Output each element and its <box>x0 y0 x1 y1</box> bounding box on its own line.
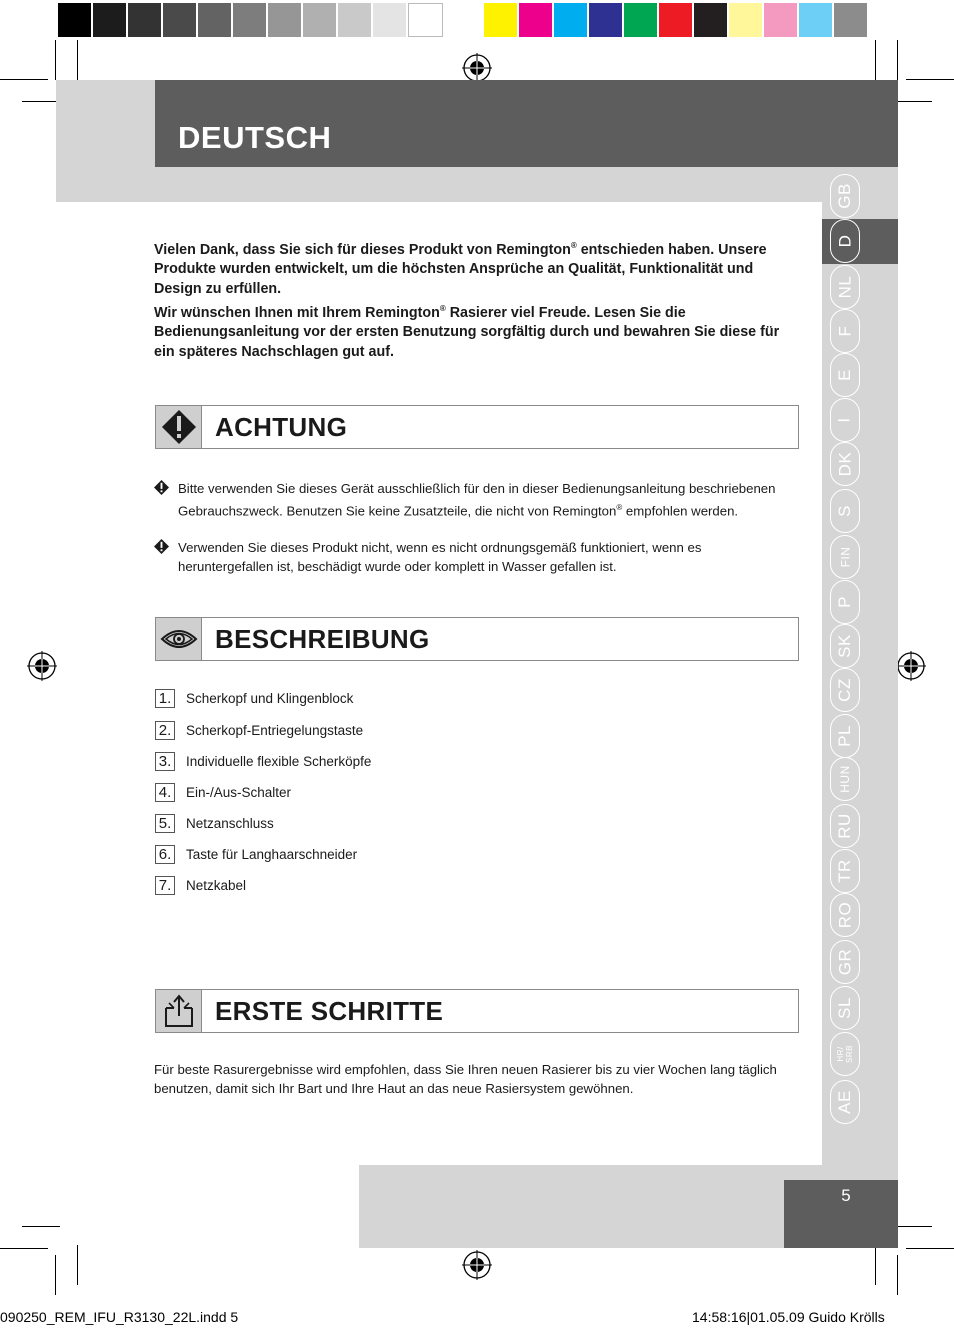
list-item <box>155 782 291 803</box>
color-swatch <box>729 3 764 37</box>
language-tab-label: SK <box>835 634 854 658</box>
language-tab-label: HR/ SRB <box>835 1045 854 1063</box>
crop-mark <box>897 40 898 80</box>
gray-swatch <box>163 3 198 37</box>
eye-icon <box>156 618 202 660</box>
list-item <box>155 813 274 834</box>
language-tab-dk[interactable] <box>830 442 860 486</box>
gray-swatch <box>198 3 233 37</box>
color-swatch <box>484 3 519 37</box>
language-tab-f[interactable] <box>830 309 860 353</box>
crop-mark <box>77 1245 78 1285</box>
slug-timestamp: 14:58:16|01.05.09 Guido Krölls <box>692 1309 885 1325</box>
gray-calibration-bar <box>58 3 443 37</box>
gray-swatch <box>128 3 163 37</box>
color-swatch <box>519 3 554 37</box>
language-tab-label: D <box>835 234 854 248</box>
language-tab-s[interactable] <box>830 489 860 533</box>
list-item: Bitte verwenden Sie dieses Gerät ausschließlich für den in dieser Bedienungsanleitung beschriebenen Gebrauchszweck. Benutzen Sie keine Zusatzteile, die nicht von Remington® empfohlen werden. <box>154 479 784 521</box>
diamond-bullet-icon <box>154 480 169 495</box>
language-tab-label: AE <box>835 1090 854 1114</box>
item-number: 6. <box>155 845 175 864</box>
list-item <box>155 844 357 865</box>
crop-mark <box>77 40 78 80</box>
item-number: 4. <box>155 783 175 802</box>
language-tab-i[interactable] <box>830 398 860 442</box>
crop-mark <box>55 40 56 80</box>
language-tab-label: I <box>834 417 854 423</box>
language-tab-label: CZ <box>834 678 854 702</box>
gray-swatch <box>233 3 268 37</box>
section-header-erste-schritte <box>155 989 799 1033</box>
crop-mark <box>906 1248 954 1249</box>
erste-schritte-text: Für beste Rasurergebnisse wird empfohlen, dass Sie Ihren neuen Rasierer bis zu vier Wochen lang täglich benutzen, damit sich Ihr Bart und Ihre Haut an das neue Rasiersystem gewöhnen. <box>154 1062 777 1097</box>
registration-mark-icon <box>896 651 926 681</box>
language-tab-label: GB <box>835 183 854 209</box>
warning-icon <box>156 406 202 448</box>
section-title: BESCHREIBUNG <box>215 624 430 654</box>
language-tab-label: FIN <box>838 546 852 568</box>
language-tab-label: RU <box>835 813 854 839</box>
color-swatch <box>554 3 589 37</box>
list-item <box>155 720 363 741</box>
language-tab-label: HUN <box>838 765 852 793</box>
list-item: Verwenden Sie dieses Produkt nicht, wenn es nicht ordnungsgemäß funktioniert, wenn es heruntergefallen ist, beschädigt wurde oder komplett in Wasser gefallen ist. <box>154 538 784 576</box>
language-tab-ru[interactable] <box>830 804 860 848</box>
language-tab-label: TR <box>834 859 854 883</box>
gray-swatch <box>303 3 338 37</box>
language-tab-label: P <box>835 596 854 608</box>
item-number: 5. <box>155 814 175 833</box>
item-number: 7. <box>155 876 175 895</box>
registration-mark-icon <box>462 53 492 83</box>
gray-swatch <box>93 3 128 37</box>
crop-mark <box>0 1248 48 1249</box>
item-label: Scherkopf und Klingenblock <box>186 691 354 706</box>
list-item <box>155 875 246 896</box>
color-swatch <box>799 3 834 37</box>
crop-mark <box>906 79 954 80</box>
list-item <box>155 751 371 772</box>
list-item <box>155 688 353 709</box>
section-header-achtung <box>155 405 799 449</box>
language-tab-sl[interactable] <box>830 986 860 1030</box>
intro-text: Vielen Dank, dass Sie sich für dieses Produkt von Remington® entschieden haben. Unsere Produkte wurden entwickelt, um die höchsten Ansprüche an Qualität, Funktionalität und Design zu erfüllen. Wir wünschen Ihnen mit Ihrem Remington® Rasierer viel Freude. Lesen Sie die Bedienungsanleitung vor der ersten Benutzung sorgfältig durch und bewahren Sie diese für ein späteres Nachschlagen gut auf. <box>154 241 780 360</box>
item-label: Netzkabel <box>186 878 247 893</box>
language-tab-hun[interactable] <box>830 757 860 801</box>
registration-mark-icon <box>27 651 57 681</box>
language-tab-label: E <box>835 369 854 381</box>
item-label: Taste für Langhaarschneider <box>186 847 358 862</box>
box-unpack-icon <box>156 990 202 1032</box>
language-tab-label: RO <box>835 901 854 929</box>
color-calibration-bar <box>484 3 869 37</box>
crop-mark <box>55 1255 56 1295</box>
language-tab-sk[interactable] <box>830 624 860 668</box>
color-swatch <box>589 3 624 37</box>
language-tab-e[interactable] <box>830 353 860 397</box>
gray-swatch <box>408 3 443 37</box>
item-number: 2. <box>155 721 175 740</box>
language-tab-d[interactable] <box>830 219 860 263</box>
language-tab-ae[interactable] <box>830 1080 860 1124</box>
page-title: DEUTSCH <box>178 120 332 155</box>
color-swatch <box>659 3 694 37</box>
gray-swatch <box>58 3 93 37</box>
diamond-bullet-icon <box>154 539 169 554</box>
language-tab-gr[interactable] <box>830 940 860 984</box>
language-tab-gb[interactable] <box>830 174 860 218</box>
crop-mark <box>22 101 60 102</box>
section-title: ACHTUNG <box>215 412 348 442</box>
gray-swatch <box>373 3 408 37</box>
registration-mark-icon <box>462 1250 492 1280</box>
crop-mark <box>875 40 876 80</box>
language-tab-hrsrb[interactable] <box>830 1032 860 1076</box>
language-tab-label: DK <box>835 451 854 477</box>
language-tab-label: PL <box>834 725 854 747</box>
language-tab-nl[interactable] <box>830 265 860 309</box>
language-tab-fin[interactable] <box>830 535 860 579</box>
crop-mark <box>894 1226 932 1227</box>
section-title: ERSTE SCHRITTE <box>215 996 444 1026</box>
crop-mark <box>894 101 932 102</box>
color-swatch <box>764 3 799 37</box>
language-tab-pl[interactable] <box>830 714 860 758</box>
color-swatch <box>694 3 729 37</box>
language-tab-label: GR <box>835 948 854 976</box>
gray-swatch <box>268 3 303 37</box>
language-tab-label: F <box>834 325 854 337</box>
language-tab-ro[interactable] <box>830 893 860 937</box>
item-label: Netzanschluss <box>186 816 274 831</box>
crop-mark <box>22 1226 60 1227</box>
color-swatch <box>624 3 659 37</box>
language-tab-tr[interactable] <box>830 849 860 893</box>
language-tab-label: S <box>835 505 854 517</box>
item-label: Ein-/Aus-Schalter <box>186 785 292 800</box>
crop-mark <box>897 1255 898 1295</box>
language-tab-label: SL <box>834 997 854 1019</box>
item-label: Individuelle flexible Scherköpfe <box>186 754 372 769</box>
language-tab-label: NL <box>834 275 854 299</box>
slug-filename: 090250_REM_IFU_R3130_22L.indd 5 <box>0 1309 239 1325</box>
item-number: 1. <box>155 689 175 708</box>
crop-mark <box>875 1245 876 1285</box>
language-tab-p[interactable] <box>830 580 860 624</box>
gray-swatch <box>338 3 373 37</box>
item-number: 3. <box>155 752 175 771</box>
color-swatch <box>834 3 869 37</box>
item-label: Scherkopf-Entriegelungstaste <box>186 723 364 738</box>
section-header-beschreibung <box>155 617 799 661</box>
language-tab-cz[interactable] <box>830 668 860 712</box>
crop-mark <box>0 79 48 80</box>
page-number: 5 <box>841 1186 851 1205</box>
